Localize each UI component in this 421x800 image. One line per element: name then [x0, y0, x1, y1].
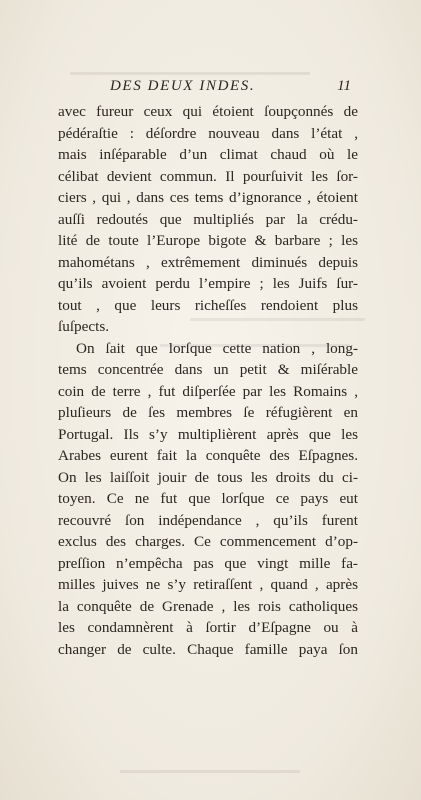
text-line: avec fureur ceux qui étoient ſoupçonnés de: [58, 103, 358, 120]
text-line: preſſion n’empêcha pas que vingt mille fa-: [58, 554, 358, 572]
text-line: milles juives ne s’y retiraſſent , quand , après: [58, 576, 358, 593]
body-text: [58, 101, 358, 660]
text-line: lité de toute l’Europe bigote & barbare ; les: [58, 232, 358, 249]
text-line: coin de terre , fut diſperſée par les Romains ,: [58, 382, 358, 400]
text-line: ſuſpects.: [58, 318, 110, 335]
text-line: mahométans , extrêmement diminués depuis: [58, 253, 358, 271]
text-line: On ſait que lorſque cette nation , long-: [76, 339, 358, 357]
text-line: célibat devient commun. Il pourſuivit les ſor-: [58, 167, 358, 185]
text-line: tems concentrée dans un petit & miſérable: [58, 361, 358, 378]
page-number: 11: [337, 78, 351, 94]
text-line: On les laiſſoit jouir de tous les droits du ci-: [58, 468, 358, 486]
text-line: pédéraſtie : déſordre nouveau dans l’état ,: [58, 124, 358, 142]
page-header: [110, 78, 351, 98]
text-line: tout , que leurs richeſſes rendoient plus: [58, 296, 358, 314]
text-line: recouvré ſon indépendance , qu’ils furent: [58, 511, 358, 529]
text-line: mais inſéparable d’un climat chaud où le: [58, 146, 358, 163]
text-line: auſſi redoutés que multipliés par la crédu-: [58, 210, 358, 228]
running-title: DES DEUX INDES.: [110, 78, 256, 94]
text-line: exclus des charges. Ce commencement d’op-: [58, 533, 358, 550]
paragraph-1: [58, 101, 358, 338]
text-line: les condamnèrent à ſortir d’Eſpagne ou à: [58, 619, 358, 636]
text-line: toyen. Ce ne fut que lorſque ce pays eut: [58, 490, 358, 507]
text-line: ciers , qui , dans ces tems d’ignorance , étoient: [58, 189, 358, 206]
text-line: Arabes eurent fait la conquête des Eſpagnes.: [58, 447, 358, 464]
text-line: pluſieurs de ſes membres ſe réfugièrent en: [58, 404, 358, 421]
text-line: la conquête de Grenade , les rois catholiques: [58, 597, 358, 615]
text-line: changer de culte. Chaque famille paya ſon: [58, 640, 358, 658]
text-line: qu’ils avoient perdu l’empire ; les Juifs ſur-: [58, 275, 358, 292]
paragraph-2: [58, 338, 358, 661]
text-line: Portugal. Ils s’y multiplièrent après que les: [58, 425, 358, 443]
